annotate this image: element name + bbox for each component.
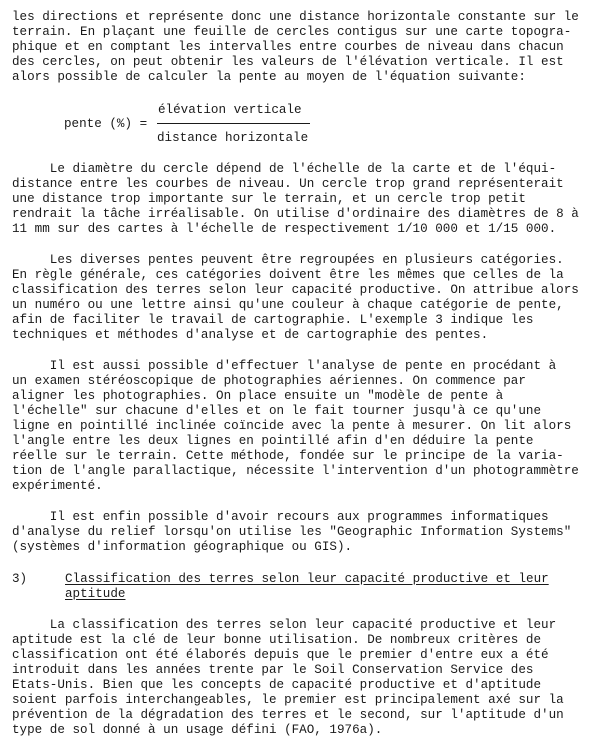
text-line: Le diamètre du cercle dépend de l'échelle de la carte et de l'équi- bbox=[12, 162, 557, 176]
text-line: afin de faciliter le travail de cartographie. L'exemple 3 indique les bbox=[12, 313, 534, 327]
section-title-line-2: aptitude bbox=[65, 587, 126, 601]
text-line: une distance trop importante sur le terrain, et un cercle trop petit bbox=[12, 192, 526, 206]
text-line: Il est enfin possible d'avoir recours aux programmes informatiques bbox=[12, 510, 549, 524]
text-line: soient parfois interchangeables, le premier est principalement axé sur la bbox=[12, 693, 564, 707]
text-line: les directions et représente donc une distance horizontale constante sur le bbox=[12, 10, 579, 24]
section-title-line-1: Classification des terres selon leur capacité productive et leur bbox=[65, 572, 549, 586]
text-line: réelle sur le terrain. Cette méthode, fondée sur le principe de la varia- bbox=[12, 449, 564, 463]
text-line: terrain. En plaçant une feuille de cercles contigus sur une carte topogra- bbox=[12, 25, 572, 39]
text-line: l'angle entre les deux lignes en pointillé afin d'en déduire la pente bbox=[12, 434, 534, 448]
text-line: type de sol donné à un usage défini (FAO, 1976a). bbox=[12, 723, 383, 737]
text-line: prévention de la dégradation des terres et le second, sur l'aptitude d'un bbox=[12, 708, 564, 722]
equation-lhs: pente (%) = bbox=[64, 117, 148, 131]
equation-numerator: élévation verticale bbox=[158, 103, 302, 117]
text-line: Etats-Unis. Bien que les concepts de capacité productive et d'aptitude bbox=[12, 678, 542, 692]
text-line: l'échelle" sur chacune d'elles et on le fait tourner jusqu'à ce qu'une bbox=[12, 404, 542, 418]
text-line: introduit dans les années trente par le Soil Conservation Service des bbox=[12, 663, 534, 677]
text-line: distance entre les courbes de niveau. Un cercle trop grand représenterait bbox=[12, 177, 564, 191]
text-line: des cercles, on peut obtenir les valeurs de l'élévation verticale. Il est bbox=[12, 55, 564, 69]
text-line: alors possible de calculer la pente au moyen de l'équation suivante: bbox=[12, 70, 526, 84]
text-line: d'analyse du relief lorsqu'on utilise les "Geographic Information Systems" bbox=[12, 525, 572, 539]
text-line: La classification des terres selon leur capacité productive et leur bbox=[12, 618, 557, 632]
text-line: 11 mm sur des cartes à l'échelle de respectivement 1/10 000 et 1/15 000. bbox=[12, 222, 557, 236]
text-line: phique et en comptant les intervalles entre courbes de niveau dans chacun bbox=[12, 40, 564, 54]
equation-denominator: distance horizontale bbox=[157, 131, 309, 145]
text-line: expérimenté. bbox=[12, 479, 103, 493]
text-line: un numéro ou une lettre ainsi qu'une couleur à chaque catégorie de pente, bbox=[12, 298, 564, 312]
text-line: classification ont été élaborés depuis que le premier d'entre eux a été bbox=[12, 648, 549, 662]
text-line: (systèmes d'information géographique ou GIS). bbox=[12, 540, 353, 554]
text-line: Il est aussi possible d'effectuer l'analyse de pente en procédant à bbox=[12, 359, 557, 373]
text-line: En règle générale, ces catégories doivent être les mêmes que celles de la bbox=[12, 268, 564, 282]
fraction-bar bbox=[157, 123, 310, 124]
text-line: Les diverses pentes peuvent être regroupées en plusieurs catégories. bbox=[12, 253, 564, 267]
text-line: ligne en pointillé inclinée coïncide avec la pente à mesurer. On lit alors bbox=[12, 419, 572, 433]
text-line: un examen stéréoscopique de photographies aériennes. On commence par bbox=[12, 374, 526, 388]
text-line: rendrait la tâche irréalisable. On utilise d'ordinaire des diamètres de 8 à bbox=[12, 207, 579, 221]
text-line: classification des terres selon leur capacité productive. On attribue alors bbox=[12, 283, 579, 297]
text-line: tion de l'angle parallactique, nécessite l'intervention d'un photogrammètre bbox=[12, 464, 579, 478]
text-line: aligner les photographies. On place ensuite un "modèle de pente à bbox=[12, 389, 504, 403]
text-line: aptitude est la clé de leur bonne utilisation. De nombreux critères de bbox=[12, 633, 542, 647]
text-line: techniques et méthodes d'analyse et de cartographie des pentes. bbox=[12, 328, 489, 342]
section-number: 3) bbox=[12, 572, 28, 586]
